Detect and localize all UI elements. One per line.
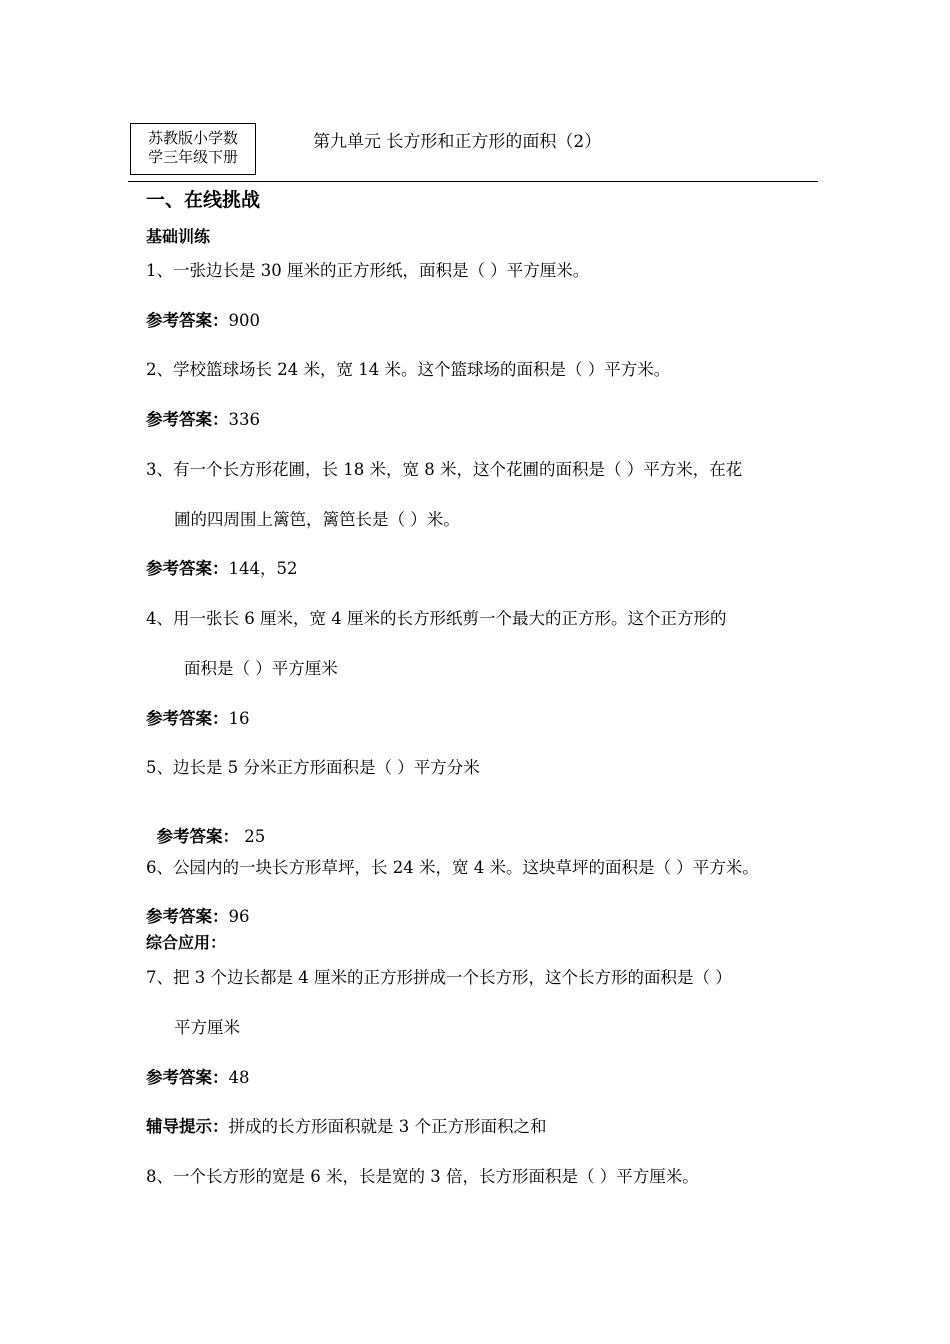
answer-value: 16 xyxy=(228,709,250,728)
question-4-line2: 面积是（ ）平方厘米 xyxy=(184,659,338,678)
hint-label: 辅导提示： xyxy=(146,1117,229,1136)
answer-value: 96 xyxy=(228,907,250,926)
textbook-label-line1: 苏教版小学数 xyxy=(147,129,238,147)
textbook-label-line2: 学三年级下册 xyxy=(147,148,238,166)
answer-3 xyxy=(146,555,298,579)
answer-7 xyxy=(146,1064,250,1088)
answer-label: 参考答案： xyxy=(156,827,239,846)
answer-value: 900 xyxy=(228,311,260,330)
hint-7 xyxy=(146,1113,547,1137)
answer-label: 参考答案： xyxy=(146,709,229,728)
section-title: 一、在线挑战 xyxy=(146,189,261,211)
answer-2 xyxy=(146,406,260,430)
question-2: 2、学校篮球场长 24 米，宽 14 米。这个篮球场的面积是（ ）平方米。 xyxy=(146,360,671,379)
question-5: 5、边长是 5 分米正方形面积是（ ）平方分米 xyxy=(146,758,480,777)
question-4-line1: 4、用一张长 6 厘米，宽 4 厘米的长方形纸剪一个最大的正方形。这个正方形的 xyxy=(146,609,727,628)
question-1: 1、一张边长是 30 厘米的正方形纸，面积是（ ）平方厘米。 xyxy=(146,261,590,280)
answer-value: 25 xyxy=(239,827,266,846)
answer-label: 参考答案： xyxy=(146,559,229,578)
answer-1 xyxy=(146,307,260,331)
question-7-line1: 7、把 3 个边长都是 4 厘米的正方形拼成一个长方形，这个长方形的面积是（ ） xyxy=(146,968,732,987)
answer-label: 参考答案： xyxy=(146,1068,229,1087)
answer-value: 144，52 xyxy=(228,559,298,578)
answer-value: 336 xyxy=(228,410,260,429)
answer-6 xyxy=(146,903,250,927)
question-3-line2: 圃的四周围上篱笆，篱笆长是（ ）米。 xyxy=(174,510,460,529)
hint-text: 拼成的长方形面积就是 3 个正方形面积之和 xyxy=(228,1117,547,1136)
comprehensive-label: 综合应用： xyxy=(146,933,227,952)
question-7-line2: 平方厘米 xyxy=(174,1018,240,1037)
question-8: 8、一个长方形的宽是 6 米，长是宽的 3 倍，长方形面积是（ ）平方厘米。 xyxy=(146,1167,699,1186)
textbook-label-box xyxy=(130,123,256,175)
answer-label: 参考答案： xyxy=(146,907,229,926)
answer-4 xyxy=(146,705,250,729)
unit-title: 第九单元 长方形和正方形的面积（2） xyxy=(313,132,602,152)
question-6: 6、公园内的一块长方形草坪，长 24 米，宽 4 米。这块草坪的面积是（ ）平方米。 xyxy=(146,858,759,877)
basic-training-label: 基础训练 xyxy=(146,227,211,246)
header-divider xyxy=(128,181,818,182)
answer-5 xyxy=(146,804,265,847)
answer-label: 参考答案： xyxy=(146,311,229,330)
answer-value: 48 xyxy=(228,1068,250,1087)
question-3-line1: 3、有一个长方形花圃，长 18 米，宽 8 米，这个花圃的面积是（ ）平方米，在花 xyxy=(146,460,743,479)
answer-label: 参考答案： xyxy=(146,410,229,429)
